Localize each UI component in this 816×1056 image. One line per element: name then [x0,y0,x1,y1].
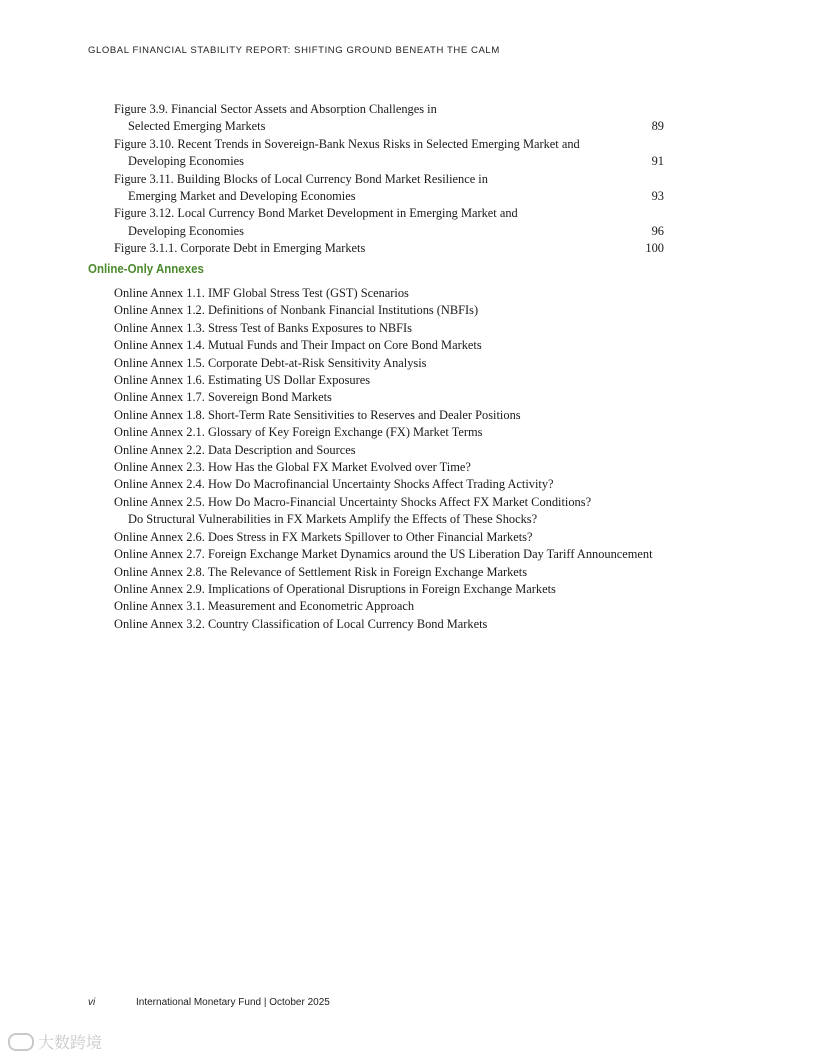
entry-title: Figure 3.1.1. Corporate Debt in Emerging Markets [114,241,366,256]
page-number: 91 [651,154,664,169]
entry-title: Figure 3.10. Recent Trends in Sovereign-Bank Nexus Risks in Selected Emerging Market and [114,136,580,151]
entry-title: Figure 3.12. Local Currency Bond Market Development in Emerging Market and [114,206,518,221]
running-header: GLOBAL FINANCIAL STABILITY REPORT: SHIFTING GROUND BENEATH THE CALM [88,45,500,56]
page-number: 100 [645,241,664,256]
entry-title-cont: Developing Economies [128,223,244,238]
annex-item[interactable]: Online Annex 2.1. Glossary of Key Foreign Exchange (FX) Market Terms [114,425,483,440]
annex-item[interactable]: Online Annex 2.8. The Relevance of Settlement Risk in Foreign Exchange Markets [114,564,528,579]
annex-item[interactable]: Online Annex 2.2. Data Description and Sources [114,442,356,457]
annex-item[interactable]: Online Annex 2.5. How Do Macro-Financial Uncertainty Shocks Affect FX Market Conditions? [114,494,592,509]
watermark-text: 大数跨境 [38,1033,103,1052]
entry-title-cont: Emerging Market and Developing Economies [128,189,356,204]
annex-continuation-text: Do Structural Vulnerabilities in FX Markets Amplify the Effects of These Shocks? [128,512,538,527]
page-number: 89 [651,119,664,134]
toc-entry[interactable] [114,205,674,240]
annex-item[interactable]: Online Annex 1.8. Short-Term Rate Sensitivities to Reserves and Dealer Positions [114,407,521,422]
annex-item[interactable]: Online Annex 1.5. Corporate Debt-at-Risk Sensitivity Analysis [114,355,427,370]
folio: vi [88,997,96,1008]
annex-item[interactable]: Online Annex 1.6. Estimating US Dollar Exposures [114,373,371,388]
annex-item[interactable]: Online Annex 3.1. Measurement and Econometric Approach [114,599,415,614]
figures-list [114,101,674,258]
annex-item-continuation[interactable] [114,511,714,528]
annex-item[interactable]: Online Annex 2.3. How Has the Global FX Market Evolved over Time? [114,460,471,475]
annex-item[interactable]: Online Annex 2.6. Does Stress in FX Markets Spillover to Other Financial Markets? [114,529,533,544]
entry-title: Figure 3.9. Financial Sector Assets and Absorption Challenges in [114,102,437,116]
annex-item[interactable]: Online Annex 1.1. IMF Global Stress Test (GST) Scenarios [114,286,409,300]
annex-item[interactable]: Online Annex 2.7. Foreign Exchange Market Dynamics around the US Liberation Day Tariff Announcement [114,547,653,562]
watermark [8,1030,102,1053]
annex-item[interactable]: Online Annex 1.4. Mutual Funds and Their Impact on Core Bond Markets [114,338,482,353]
publisher-line: International Monetary Fund | October 2025 [136,997,330,1008]
annex-item[interactable]: Online Annex 1.3. Stress Test of Banks Exposures to NBFIs [114,320,412,335]
entry-title-cont: Selected Emerging Markets [128,119,266,134]
toc-entry[interactable] [114,171,674,206]
page-number: 93 [651,189,664,204]
annex-list [114,285,714,633]
toc-entry[interactable] [114,240,674,257]
page-footer [88,997,330,1008]
annex-item[interactable]: Online Annex 1.7. Sovereign Bond Markets [114,390,332,405]
entry-title-cont: Developing Economies [128,154,244,169]
watermark-logo-icon [8,1033,34,1051]
toc-entry[interactable] [114,101,674,136]
entry-title: Figure 3.11. Building Blocks of Local Currency Bond Market Resilience in [114,171,488,186]
annex-item[interactable]: Online Annex 2.9. Implications of Operational Disruptions in Foreign Exchange Markets [114,581,556,596]
annex-item[interactable]: Online Annex 1.2. Definitions of Nonbank Financial Institutions (NBFIs) [114,303,479,318]
annex-item[interactable]: Online Annex 3.2. Country Classification of Local Currency Bond Markets [114,616,488,631]
section-heading-online-annexes: Online-Only Annexes [88,262,204,276]
toc-entry[interactable] [114,136,674,171]
page-number: 96 [651,223,664,238]
annex-item[interactable]: Online Annex 2.4. How Do Macrofinancial Uncertainty Shocks Affect Trading Activity? [114,477,554,492]
